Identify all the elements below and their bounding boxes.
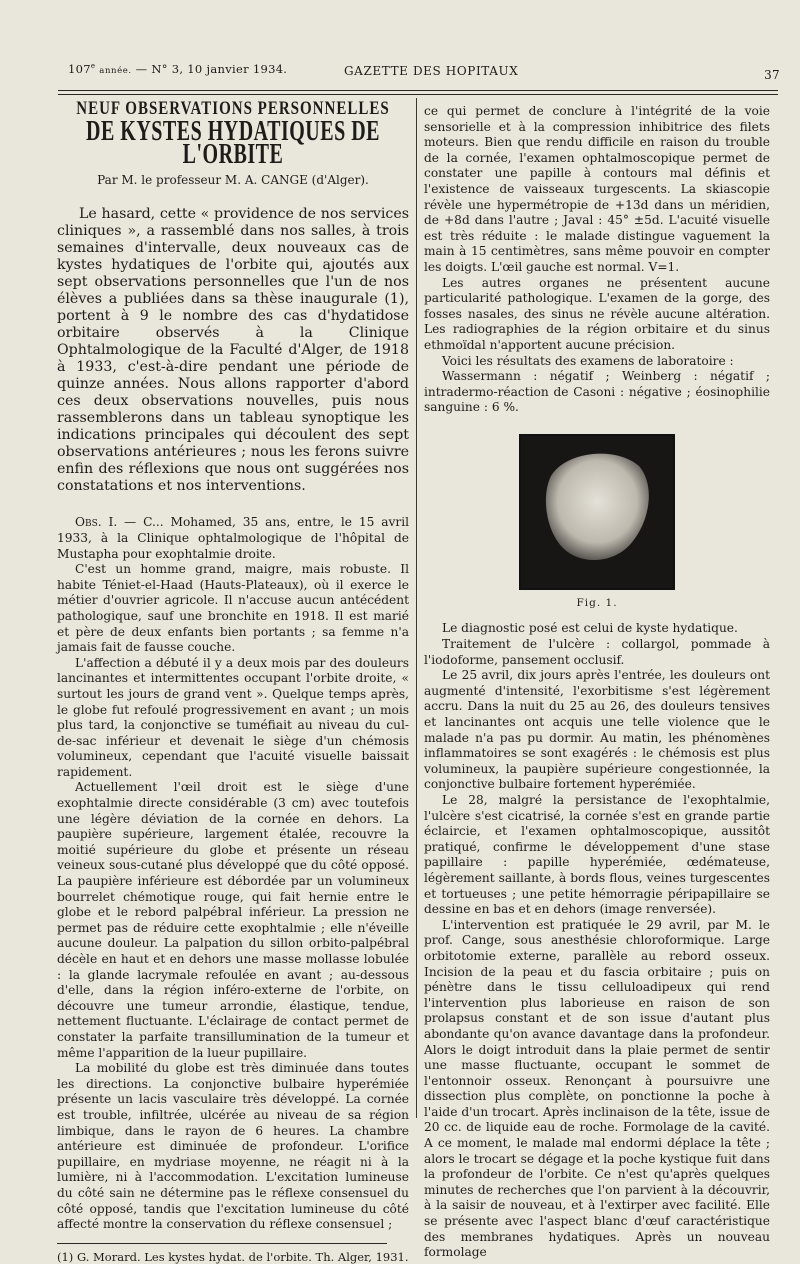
observation-heading: Obs. I. — C... Mohamed, 35 ans, entre, le 15 avril 1933, à la Clinique ophtalmologique de l'hôpital de Mustapha pour exophtalmie droite. [57, 515, 409, 561]
intro-section [57, 206, 409, 495]
right-paragraph: Traitement de l'ulcère : collargol, pommade à l'iodoforme, pansement occlusif. [424, 637, 770, 667]
left-paragraph: C'est un homme grand, maigre, mais robuste. Il habite Téniet-el-Haad (Hauts-Plateaux), où il exerce le métier d'ouvrier agricole. Il n'accuse aucun antécédent pathologique, sauf une bronchite en 1918. Il est marié et père de deux enfants bien portants ; sa femme n'a jamais fait de fausse couche. [57, 562, 409, 655]
right-paragraph: Voici les résultats des examens de laboratoire : [442, 353, 734, 368]
article-author: Par M. le professeur M. A. CANGE (d'Alger). [97, 172, 369, 187]
left-paragraph: L'affection a débuté il y a deux mois par des douleurs lancinantes et intermittentes occupant l'orbite droite, « surtout les jours de grand vent ». Quelque temps après, le globe fut refoulé progressivement en avant ; un mois plus tard, la conjonctive se tuméfiait au niveau du cul-de-sac inférieur et devenait le siège d'un chémosis volumineux, cependant que l'acuité visuelle baissait rapidement. [57, 655, 409, 779]
observation-1 [57, 515, 409, 1232]
footnote-rule [57, 1243, 387, 1244]
right-column [424, 104, 770, 1261]
cyst-membrane-shape [546, 454, 649, 560]
article-title-line-2: DE KYSTES HYDATIQUES DE L'ORBITE [86, 114, 380, 170]
cyst-photo-illustration [521, 436, 673, 588]
right-paragraph: ce qui permet de conclure à l'intégrité de la voie sensorielle et à la compression inhibitrice des filets moteurs. Bien que rendu difficile en raison du trouble de la cornée, l'examen ophtalmoscopique permet de constater une papille à contours mal définis et l'existence de vaisseaux turgescents. La skiascopie révèle une hypermétropie de +13d dans un méridien, de +8d dans l'autre ; Javal : 45° ±5d. L'acuité visuelle est très réduite : le malade distingue vaguement la main à 15 centimètres, sans même pouvoir en compter les doigts. L'œil gauche est normal. V=1. [424, 104, 770, 274]
right-paragraph: Le 28, malgré la persistance de l'exophtalmie, l'ulcère s'est cicatrisé, la cornée s'est en grande partie éclaircie, et l'examen ophtalmoscopique, aussitôt pratiqué, confirme le développement d'une stase papillaire : papille hyperémiée, œdémateuse, légèrement saillante, à bords flous, veines turgescentes et tortueuses ; une petite hémorragie péripapillaire se dessine en bas et en dehors (image renversée). [424, 793, 770, 917]
article-title-line-1: NEUF OBSERVATIONS PERSONNELLES [76, 98, 390, 119]
left-column [57, 100, 409, 1264]
figure-caption: Fig. 1. [576, 596, 618, 609]
right-paragraph: Le 25 avril, dix jours après l'entrée, les douleurs ont augmenté d'intensité, l'exorbitisme s'est légèrement accru. Dans la nuit du 25 au 26, des douleurs tensives et lancinantes ont acquis une telle violence que le malade n'a pas pu dormir. Au matin, les phénomènes inflammatoires se sont exagérés : le chémosis est plus volumineux, la paupière supérieure congestionnée, la conjonctive bulbaire fortement hyperémiée. [424, 668, 770, 792]
page-number: 37 [764, 68, 780, 82]
left-paragraph: La mobilité du globe est très diminuée dans toutes les directions. La conjonctive bulbaire hyperémiée présente un lacis vasculaire très développé. La cornée est trouble, infiltrée, ulcérée au niveau de sa région limbique, dans le rayon de 6 heures. La chambre antérieure est diminuée de profondeur. L'orifice pupillaire, en mydriase moyenne, ne réagit ni à la lumière, ni à l'accommodation. L'excitation lumineuse du côté sain ne détermine pas le réflexe consensuel du côté opposé, tandis que l'excitation lumineuse du côté affecté montre la conservation du réflexe consensuel ; [57, 1061, 409, 1232]
header-rule-double [58, 94, 778, 95]
right-paragraph: Les autres organes ne présentent aucune particularité pathologique. L'examen de la gorge, des fosses nasales, des sinus ne révèle aucune altération. Les radiographies de la région orbitaire et du sinus ethmoïdal n'apportent aucune précision. [424, 275, 770, 352]
running-header [68, 62, 780, 86]
left-paragraph: Actuellement l'œil droit est le siège d'une exophtalmie directe considérable (3 cm) avec toutefois une légère déviation de la cornée en dehors. La paupière supérieure, largement étalée, recouvre la moitié supérieure du globe et présente un réseau veineux sous-cutané plus développé que du côté opposé. La paupière inférieure est débordée par un volumineux bourrelet chémotique rouge, qui fait hernie entre le globe et le rebord palpébral inférieur. La pression ne permet pas de réduire cette exophtalmie ; elle n'éveille aucune douleur. La palpation du sillon orbito-palpébral décèle en haut et en dehors une masse mollasse lobulée : la glande lacrymale refoulée en avant ; au-dessous d'elle, dans la région inféro-externe de l'orbite, on découvre une tumeur arrondie, élastique, tendue, nettement fluctuante. L'éclairage de contact permet de constater la parfaite transillumination de la tumeur et même l'apparition de la lueur pupillaire. [57, 780, 409, 1060]
right-paragraph: L'intervention est pratiquée le 29 avril, par M. le prof. Cange, sous anesthésie chloroformique. Large orbitotomie externe, parallèle au rebord osseux. Incision de la peau et du fascia orbitaire ; puis on pénètre dans le tissu celluloadipeux qui rend l'intervention plus laborieuse en raison de son prolapsus constant et de son issue d'autant plus abondante qu'on avance davantage dans la profondeur. Alors le doigt introduit dans la plaie permet de sentir une masse fluctuante, occupant le sommet de l'entonnoir osseux. Renonçant à poursuivre une dissection plus complète, on ponctionne la poche à l'aide d'un trocart. Après inclinaison de la tête, issue de 20 cc. de liquide eau de roche. Formolage de la cavité. A ce moment, le malade mal endormi déplace la tête ; alors le trocart se dégage et la poche kystique fuit dans la profondeur de l'orbite. Ce n'est qu'après quelques minutes de recherches que l'on parvient à la découvrir, à la saisir de nouveau, et à l'extirper avec facilité. Elle se présente avec l'aspect blanc d'œuf caractéristique des membranes hydatiques. Après un nouveau formolage [424, 917, 770, 1260]
figure-cyst-photograph [519, 434, 675, 590]
header-rule [58, 90, 778, 91]
journal-title: GAZETTE DES HOPITAUX [344, 64, 519, 78]
footnote: (1) G. Morard. Les kystes hydat. de l'orbite. Th. Alger, 1931. [57, 1249, 409, 1264]
right-paragraph: Le diagnostic posé est celui de kyste hydatique. [442, 621, 738, 636]
column-divider [416, 98, 417, 1118]
right-paragraph: Wassermann : négatif ; Weinberg : négatif ; intradermo-réaction de Casoni : négative ; éosinophilie sanguine : 6 %. [424, 369, 770, 415]
intro-paragraph: Le hasard, cette « providence de nos services cliniques », a rassemblé dans nos salles, à trois semaines d'intervalle, deux nouveaux cas de kystes hydatiques de l'orbite qui, ajoutés aux sept observations personnelles que l'un de nos élèves a publiées dans sa thèse inaugurale (1), portent à 9 le nombre des cas d'hydatidose orbitaire observés à la Clinique Ophtalmologique de la Faculté d'Alger, de 1918 à 1933, c'est-à-dire pendant une période de quinze années. Nous allons rapporter d'abord ces deux observations nouvelles, puis nous rassemblerons dans un tableau synoptique les indications principales qui découlent des sept observations antérieures ; nous les ferons suivre enfin des réflexions que nous ont suggérées nos constatations et nos interventions. [57, 206, 409, 495]
issue-info: 107e année. — N° 3, 10 janvier 1934. [68, 62, 288, 76]
